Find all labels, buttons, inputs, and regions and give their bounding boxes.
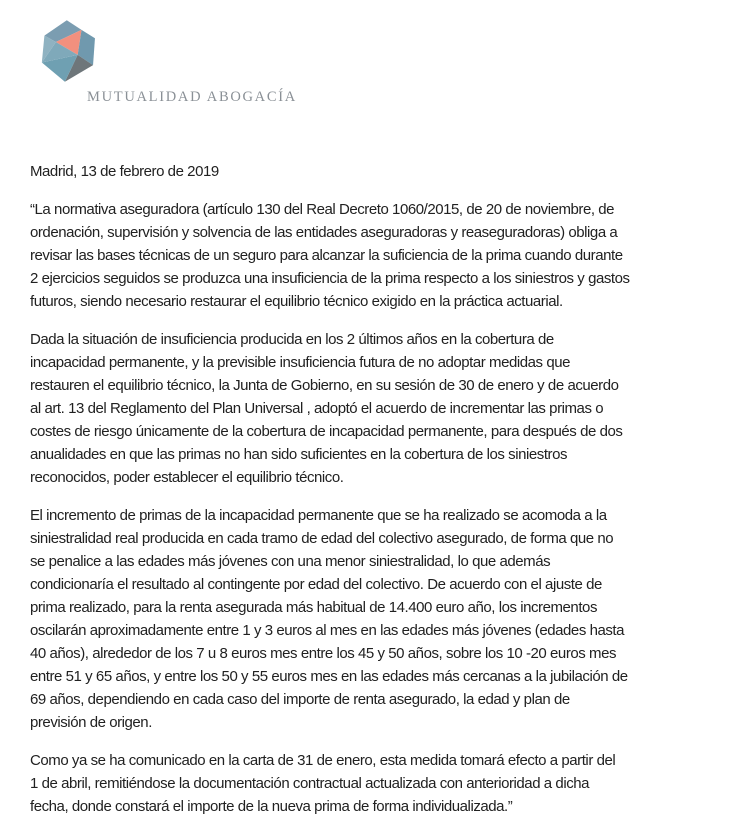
text-line: restauren el equilibrio técnico, la Junta de Gobierno, en su sesión de 30 de enero y de acuerdo	[30, 377, 619, 394]
text-line: entre 51 y 65 años, y entre los 50 y 55 euros mes en las edades más cercanas a la jubilación de	[30, 668, 628, 685]
text-line: Como ya se ha comunicado en la carta de 31 de enero, esta medida tomará efecto a partir del	[30, 752, 616, 769]
text-line: 40 años), alrededor de los 7 u 8 euros mes entre los 45 y 50 años, sobre los 10 -20 euros mes	[30, 645, 617, 662]
text-line: 1 de abril, remitiéndose la documentación contractual actualizada con anterioridad a dicha	[30, 775, 590, 792]
text-line: El incremento de primas de la incapacidad permanente que se ha realizado se acomoda a la	[30, 507, 607, 524]
brand-wordmark: MUTUALIDAD ABOGACÍA	[87, 89, 297, 105]
text-line: incapacidad permanente, y la previsible insuficiencia futura de no adoptar medidas que	[30, 354, 570, 371]
text-line: ordenación, supervisión y solvencia de las entidades aseguradoras y reaseguradoras) obliga a	[30, 224, 618, 241]
text-line: 2 ejercicios seguidos se produzca una insuficiencia de la prima respecto a los siniestros y gastos	[30, 270, 630, 287]
paragraph-2	[30, 328, 720, 489]
date-line: Madrid, 13 de febrero de 2019	[30, 163, 219, 180]
text-line: 69 años, dependiendo en cada caso del importe de renta asegurado, la edad y plan de	[30, 691, 570, 708]
text-line: reconocidos, poder establecer el equilibrio técnico.	[30, 469, 344, 486]
document-body	[30, 198, 720, 818]
text-line: prima realizado, para la renta asegurada más habitual de 14.400 euro año, los incrementos	[30, 599, 597, 616]
text-line: futuros, siendo necesario restaurar el equilibrio técnico exigido en la práctica actuarial.	[30, 293, 563, 310]
text-line: fecha, donde constará el importe de la nueva prima de forma individualizada.”	[30, 798, 513, 815]
text-line: siniestralidad real producida en cada tramo de edad del colectivo asegurado, de forma que no	[30, 530, 614, 547]
text-line: Dada la situación de insuficiencia producida en los 2 últimos años en la cobertura de	[30, 331, 554, 348]
text-line: anualidades en que las primas no han sido suficientes en la cobertura de los siniestros	[30, 446, 568, 463]
text-line: condicionaría el resultado al contingente por edad del colectivo. De acuerdo con el ajuste de	[30, 576, 602, 593]
letter-content	[0, 160, 738, 818]
text-line: se penalice a las edades más jóvenes con una menor siniestralidad, lo que además	[30, 553, 551, 570]
text-line: “La normativa aseguradora (artículo 130 del Real Decreto 1060/2015, de 20 de noviembre, de	[30, 201, 615, 218]
text-line: al art. 13 del Reglamento del Plan Universal , adoptó el acuerdo de incrementar las primas o	[30, 400, 604, 417]
text-line: oscilarán aproximadamente entre 1 y 3 euros al mes en las edades más jóvenes (edades hasta	[30, 622, 625, 639]
polyhedron-logo-icon	[38, 17, 102, 85]
paragraph-4	[30, 749, 720, 818]
brand-header	[0, 0, 738, 108]
text-line: costes de riesgo únicamente de la cobertura de incapacidad permanente, para después de dos	[30, 423, 623, 440]
paragraph-3	[30, 504, 720, 734]
text-line: previsión de origen.	[30, 714, 152, 731]
paragraph-1	[30, 198, 720, 313]
text-line: revisar las bases técnicas de un seguro para alcanzar la suficiencia de la prima cuando durante	[30, 247, 623, 264]
